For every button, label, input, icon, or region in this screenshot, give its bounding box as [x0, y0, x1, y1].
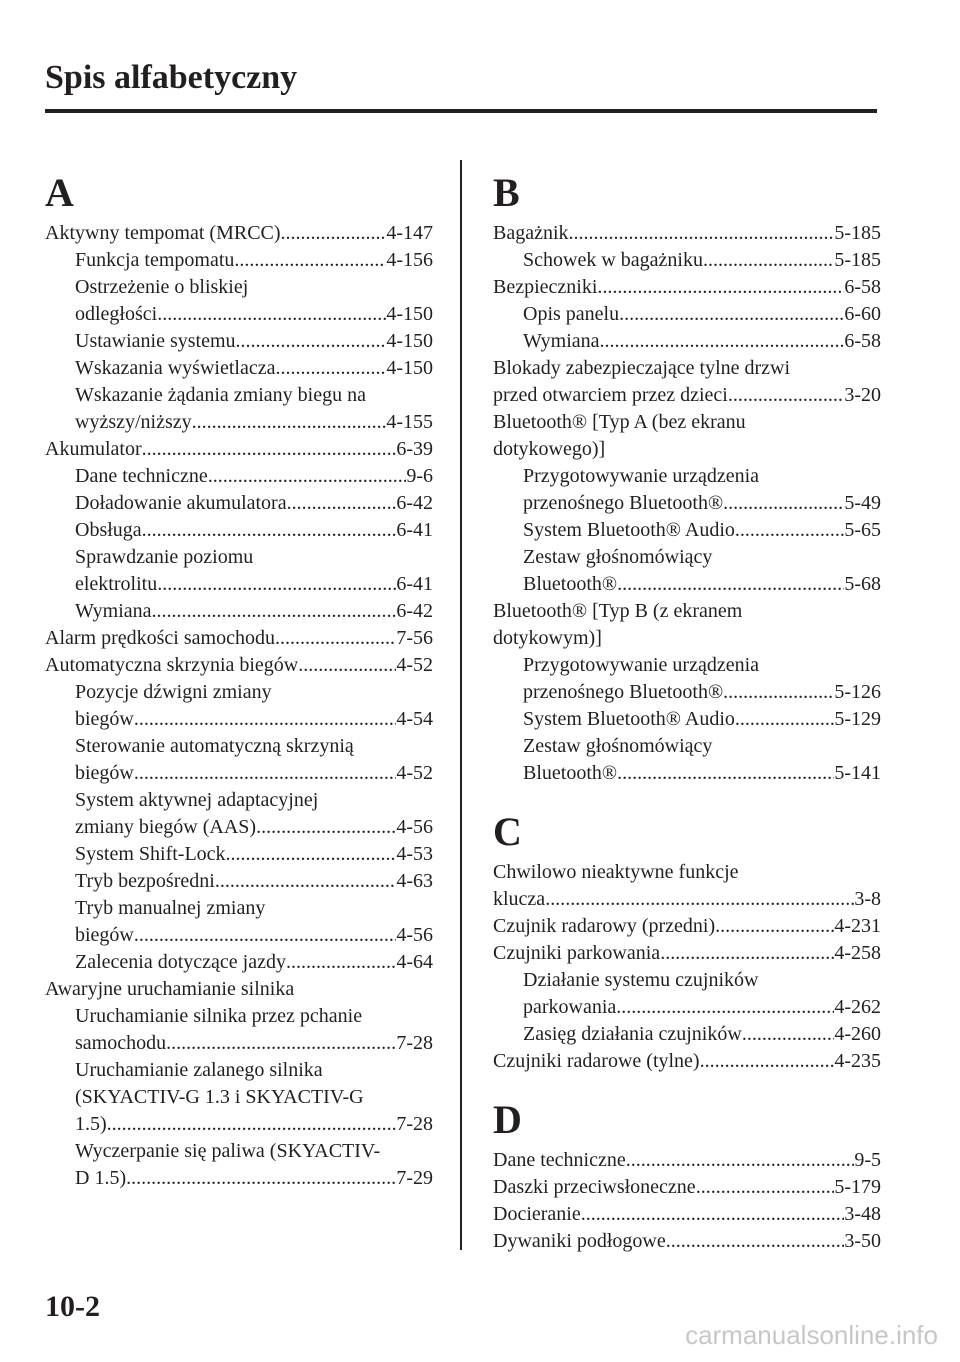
entry-page-ref[interactable]: 4-231 — [834, 915, 881, 937]
entry-term: Przygotowywanie urządzenia — [523, 654, 760, 676]
entry-page-ref[interactable]: 4-150 — [386, 330, 433, 352]
entry-term: Wymiana — [523, 330, 600, 352]
index-subentry — [45, 274, 433, 328]
dot-leader — [215, 868, 397, 895]
entry-term: Bluetooth® [Typ A (bez ekranu — [493, 411, 746, 433]
dot-leader — [581, 1201, 845, 1228]
index-subentry — [45, 382, 433, 436]
index-subentry — [45, 544, 433, 598]
dot-leader — [700, 1048, 835, 1075]
page-number: 10-2 — [45, 1290, 100, 1323]
entry-term: Uruchamianie silnika przez pchanie — [75, 1005, 363, 1027]
entry-term: samochodu — [75, 1032, 167, 1054]
entry-term: Zestaw głośnomówiący — [523, 546, 713, 568]
dot-leader — [134, 706, 396, 733]
header-rule — [45, 109, 877, 113]
index-entry — [45, 976, 433, 1003]
entry-term: przenośnego Bluetooth® — [523, 681, 724, 703]
entry-page-ref[interactable]: 5-129 — [834, 708, 881, 730]
entry-page-ref[interactable]: 9-5 — [854, 1149, 881, 1171]
dot-leader — [742, 1021, 835, 1048]
index-subentry — [493, 301, 881, 328]
index-subentry — [493, 706, 881, 733]
entry-page-ref[interactable]: 9-6 — [406, 465, 433, 487]
entry-page-ref[interactable]: 4-258 — [834, 942, 881, 964]
index-subentry — [45, 949, 433, 976]
dot-leader — [723, 490, 844, 517]
index-subentry — [45, 787, 433, 841]
entry-page-ref[interactable]: 6-58 — [844, 276, 881, 298]
index-entry — [493, 355, 881, 409]
entry-term: parkowania — [523, 996, 617, 1018]
index-entry — [45, 625, 433, 652]
entry-page-ref[interactable]: 4-147 — [386, 222, 433, 244]
dot-leader — [134, 922, 396, 949]
index-subentry — [493, 328, 881, 355]
entry-term: D 1.5) — [75, 1167, 127, 1189]
index-subentry — [45, 328, 433, 355]
entry-page-ref[interactable]: 5-185 — [834, 249, 881, 271]
entry-page-ref[interactable]: 4-54 — [396, 708, 433, 730]
entry-page-ref[interactable]: 4-56 — [396, 816, 433, 838]
dot-leader — [728, 382, 844, 409]
dot-leader — [298, 652, 396, 679]
entry-term: elektrolitu — [75, 573, 158, 595]
entry-term: System aktywnej adaptacyjnej — [75, 789, 319, 811]
entry-term: Chwilowo nieaktywne funkcje — [493, 861, 739, 883]
dot-leader — [597, 274, 844, 301]
entry-page-ref[interactable]: 6-41 — [396, 519, 433, 541]
dot-leader — [723, 679, 834, 706]
entry-term: Bezpieczniki — [493, 276, 598, 298]
entry-term: Zalecenia dotyczące jazdy — [75, 951, 286, 973]
entry-term: biegów — [75, 762, 134, 784]
entry-page-ref[interactable]: 3-20 — [844, 384, 881, 406]
entry-page-ref[interactable]: 4-63 — [396, 870, 433, 892]
entry-term: Bluetooth® — [523, 762, 618, 784]
watermark: carmanualsonline.info — [685, 1320, 938, 1350]
entry-term: Docieranie — [493, 1203, 581, 1225]
dot-leader — [256, 814, 396, 841]
section-letter: A — [45, 170, 74, 215]
section-letter: C — [493, 809, 522, 854]
index-subentry — [493, 1021, 881, 1048]
entry-term: Akumulator — [45, 438, 142, 460]
index-entry — [493, 220, 881, 247]
dot-leader — [735, 706, 834, 733]
entry-page-ref[interactable]: 4-150 — [386, 357, 433, 379]
entry-term: Aktywny tempomat (MRCC) — [45, 222, 281, 244]
index-subentry — [45, 679, 433, 733]
entry-page-ref[interactable]: 6-41 — [396, 573, 433, 595]
entry-term: odległości — [75, 303, 158, 325]
dot-leader — [281, 220, 387, 247]
section-letter: B — [493, 170, 520, 215]
entry-term: dotykowym)] — [493, 627, 602, 649]
index-subentry — [45, 733, 433, 787]
entry-page-ref[interactable]: 6-42 — [396, 492, 433, 514]
entry-page-ref[interactable]: 4-150 — [386, 303, 433, 325]
index-entry — [493, 1048, 881, 1075]
entry-term: wyższy/niższy — [75, 411, 192, 433]
entry-term: Ustawianie systemu — [75, 330, 236, 352]
index-column-left — [45, 160, 433, 1192]
dot-leader — [134, 760, 396, 787]
dot-leader — [275, 625, 396, 652]
entry-page-ref[interactable]: 5-185 — [834, 222, 881, 244]
index-subentry — [45, 1057, 433, 1138]
entry-term: Awaryjne uruchamianie silnika — [45, 978, 295, 1000]
entry-term: Pozycje dźwigni zmiany — [75, 681, 272, 703]
entry-term: Zasięg działania czujników — [523, 1023, 742, 1045]
entry-page-ref[interactable]: 4-53 — [396, 843, 433, 865]
dot-leader — [234, 247, 386, 274]
dot-leader — [715, 913, 834, 940]
dot-leader — [660, 940, 834, 967]
entry-page-ref[interactable]: 7-28 — [396, 1032, 433, 1054]
entry-page-ref[interactable]: 4-52 — [396, 762, 433, 784]
entry-page-ref[interactable]: 5-68 — [844, 573, 881, 595]
entry-term: Doładowanie akumulatora — [75, 492, 287, 514]
entry-term: Alarm prędkości samochodu — [45, 627, 275, 649]
entry-page-ref[interactable]: 4-260 — [834, 1023, 881, 1045]
index-entry — [493, 1228, 881, 1255]
entry-term: Ostrzeżenie o bliskiej — [75, 276, 249, 298]
entry-term: System Bluetooth® Audio — [523, 519, 735, 541]
section-letter: D — [493, 1097, 522, 1142]
dot-leader — [616, 994, 834, 1021]
index-subentry — [493, 652, 881, 706]
entry-term: Tryb manualnej zmiany — [75, 897, 266, 919]
index-subentry — [45, 355, 433, 382]
dot-leader — [626, 1147, 855, 1174]
dot-leader — [696, 1174, 835, 1201]
dot-leader — [236, 328, 387, 355]
index-subentry — [45, 895, 433, 949]
entry-term: Bagażnik — [493, 222, 569, 244]
dot-leader — [600, 328, 845, 355]
entry-page-ref[interactable]: 7-56 — [396, 627, 433, 649]
entry-term: Opis panelu — [523, 303, 620, 325]
dot-leader — [126, 1165, 396, 1192]
index-subentry — [493, 733, 881, 787]
entry-term: Schowek w bagażniku — [523, 249, 703, 271]
entry-term: dotykowego)] — [493, 438, 606, 460]
dot-leader — [208, 463, 407, 490]
entry-term: biegów — [75, 708, 134, 730]
entry-term: Czujniki parkowania — [493, 942, 661, 964]
index-column-right — [493, 160, 881, 1255]
index-entry — [493, 1174, 881, 1201]
index-subentry — [45, 841, 433, 868]
index-entry — [45, 436, 433, 463]
entry-term: System Bluetooth® Audio — [523, 708, 735, 730]
entry-page-ref[interactable]: 4-64 — [396, 951, 433, 973]
index-subentry — [493, 247, 881, 274]
dot-leader — [287, 490, 397, 517]
entry-term: Zestaw głośnomówiący — [523, 735, 713, 757]
entry-page-ref[interactable]: 4-262 — [834, 996, 881, 1018]
entry-term: (SKYACTIV-G 1.3 i SKYACTIV-G — [75, 1086, 364, 1108]
entry-term: Bluetooth® [Typ B (z ekranem — [493, 600, 743, 622]
dot-leader — [286, 949, 396, 976]
index-entry — [45, 220, 433, 247]
dot-leader — [619, 301, 844, 328]
index-entry — [493, 940, 881, 967]
entry-page-ref[interactable]: 5-65 — [844, 519, 881, 541]
dot-leader — [157, 571, 396, 598]
index-entry — [493, 859, 881, 913]
dot-leader — [107, 1111, 397, 1138]
entry-term: Wyczerpanie się paliwa (SKYACTIV- — [75, 1140, 381, 1162]
entry-page-ref[interactable]: 7-28 — [396, 1113, 433, 1135]
entry-term: Czujniki radarowe (tylne) — [493, 1050, 700, 1072]
index-entry — [493, 1201, 881, 1228]
index-subentry — [45, 868, 433, 895]
entry-term: Wymiana — [75, 600, 152, 622]
entry-page-ref[interactable]: 6-39 — [396, 438, 433, 460]
entry-term: Daszki przeciwsłoneczne — [493, 1176, 696, 1198]
entry-term: przed otwarciem przez dzieci — [493, 384, 728, 406]
column-divider — [460, 160, 462, 1250]
entry-page-ref[interactable]: 5-126 — [834, 681, 881, 703]
dot-leader — [617, 760, 834, 787]
entry-term: 1.5) — [75, 1113, 107, 1135]
entry-term: Przygotowywanie urządzenia — [523, 465, 760, 487]
index-subentry — [45, 598, 433, 625]
entry-term: Sprawdzanie poziomu — [75, 546, 254, 568]
index-subentry — [45, 1138, 433, 1192]
dot-leader — [142, 436, 397, 463]
entry-term: Blokady zabezpieczające tylne drzwi — [493, 357, 791, 379]
entry-term: przenośnego Bluetooth® — [523, 492, 724, 514]
entry-term: Obsługa — [75, 519, 142, 541]
entry-page-ref[interactable]: 4-52 — [396, 654, 433, 676]
index-subentry — [493, 463, 881, 517]
dot-leader — [666, 1228, 845, 1255]
entry-term: klucza — [493, 888, 546, 910]
entry-page-ref[interactable]: 4-155 — [386, 411, 433, 433]
entry-page-ref[interactable]: 3-8 — [854, 888, 881, 910]
index-entry — [493, 409, 881, 463]
entry-term: System Shift-Lock — [75, 843, 226, 865]
entry-page-ref[interactable]: 4-56 — [396, 924, 433, 946]
dot-leader — [166, 1030, 396, 1057]
dot-leader — [152, 598, 397, 625]
entry-page-ref[interactable]: 3-48 — [844, 1203, 881, 1225]
entry-term: Dywaniki podłogowe — [493, 1230, 666, 1252]
dot-leader — [226, 841, 397, 868]
index-subentry — [493, 517, 881, 544]
dot-leader — [545, 886, 854, 913]
page-title: Spis alfabetyczny — [45, 59, 298, 96]
entry-term: Tryb bezpośredni — [75, 870, 215, 892]
entry-page-ref[interactable]: 3-50 — [844, 1230, 881, 1252]
index-entry — [493, 1147, 881, 1174]
entry-term: Uruchamianie zalanego silnika — [75, 1059, 323, 1081]
entry-term: Dane techniczne — [75, 465, 208, 487]
entry-term: biegów — [75, 924, 134, 946]
index-entry — [493, 598, 881, 652]
dot-leader — [275, 355, 386, 382]
index-subentry — [45, 1003, 433, 1057]
index-subentry — [45, 463, 433, 490]
entry-page-ref[interactable]: 5-141 — [834, 762, 881, 784]
dot-leader — [142, 517, 397, 544]
entry-term: Działanie systemu czujników — [523, 969, 759, 991]
entry-term: Bluetooth® — [523, 573, 618, 595]
index-subentry — [45, 517, 433, 544]
dot-leader — [157, 301, 386, 328]
dot-leader — [735, 517, 844, 544]
entry-page-ref[interactable]: 4-156 — [386, 249, 433, 271]
index-subentry — [45, 490, 433, 517]
dot-leader — [569, 220, 835, 247]
entry-term: Wskazania wyświetlacza — [75, 357, 276, 379]
index-subentry — [45, 247, 433, 274]
entry-page-ref[interactable]: 5-49 — [844, 492, 881, 514]
index-subentry — [493, 544, 881, 598]
index-entry — [493, 274, 881, 301]
entry-page-ref[interactable]: 6-42 — [396, 600, 433, 622]
index-subentry — [493, 967, 881, 1021]
entry-page-ref[interactable]: 6-58 — [844, 330, 881, 352]
entry-term: Funkcja tempomatu — [75, 249, 235, 271]
entry-term: Czujnik radarowy (przedni) — [493, 915, 716, 937]
entry-term: Automatyczna skrzynia biegów — [45, 654, 299, 676]
entry-page-ref[interactable]: 4-235 — [834, 1050, 881, 1072]
entry-term: zmiany biegów (AAS) — [75, 816, 257, 838]
dot-leader — [617, 571, 844, 598]
entry-term: Wskazanie żądania zmiany biegu na — [75, 384, 366, 406]
entry-page-ref[interactable]: 5-179 — [834, 1176, 881, 1198]
index-entry — [493, 913, 881, 940]
dot-leader — [703, 247, 834, 274]
entry-term: Dane techniczne — [493, 1149, 626, 1171]
dot-leader — [192, 409, 387, 436]
entry-page-ref[interactable]: 7-29 — [396, 1167, 433, 1189]
entry-term: Sterowanie automatyczną skrzynią — [75, 735, 354, 757]
entry-page-ref[interactable]: 6-60 — [844, 303, 881, 325]
index-entry — [45, 652, 433, 679]
